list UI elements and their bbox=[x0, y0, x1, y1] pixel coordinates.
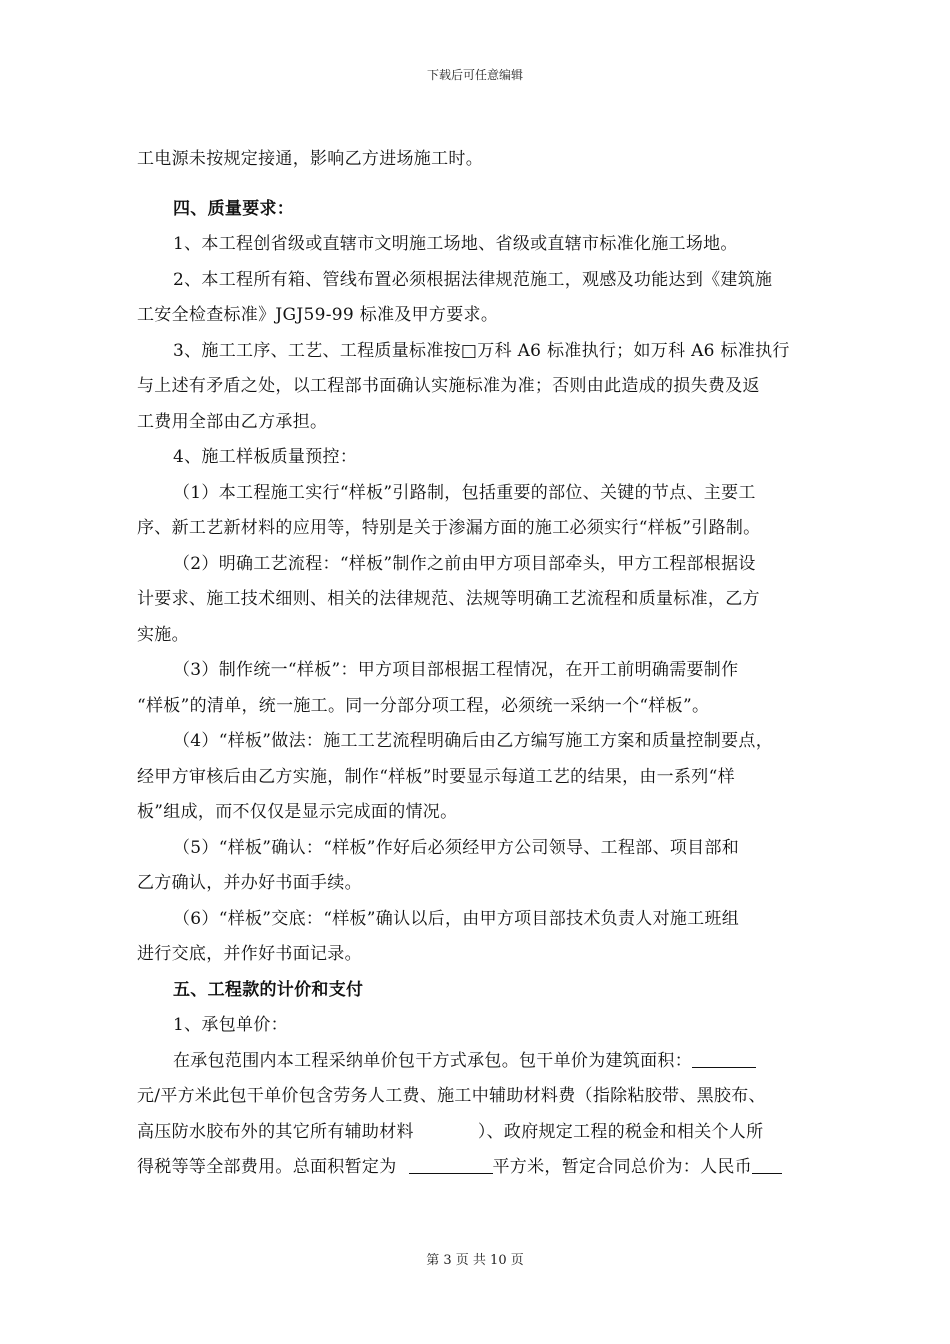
paragraph-line: 元/平方米此包干单价包含劳务人工费、施工中辅助材料费（指除粘胶带、黑胶布、 bbox=[137, 1086, 766, 1106]
paragraph-line: 4、施工样板质量预控： bbox=[173, 447, 358, 467]
paragraph-line: “样板”的清单，统一施工。同一分部分项工程，必须统一采纳一个“样板”。 bbox=[137, 695, 710, 716]
paragraph-line bbox=[137, 1150, 837, 1186]
paragraph-line: 工费用全部由乙方承担。 bbox=[137, 411, 328, 432]
paragraph-line: 经甲方审核后由乙方实施，制作“样板”时要显示每道工艺的结果，由一系列“样 bbox=[137, 766, 735, 787]
page-footer: 第 3 页 共 10 页 bbox=[426, 1253, 524, 1268]
paragraph-line: 工安全检查标准》JGJ59-99 标准及甲方要求。 bbox=[137, 305, 499, 325]
paragraph-line: 进行交底，并作好书面记录。 bbox=[137, 944, 362, 964]
line-text: 高压防水胶布外的其它所有辅助材料 bbox=[137, 1121, 414, 1142]
line-text: 得税等等全部费用。总面积暂定为 bbox=[137, 1157, 397, 1177]
paragraph-line: 与上述有矛盾之处，以工程部书面确认实施标准为准；否则由此造成的损失费及返 bbox=[137, 376, 760, 396]
section-heading-quality: 四、质量要求： bbox=[173, 198, 295, 219]
paragraph-line: 3、施工工序、工艺、工程质量标准按□万科 A6 标准执行；如万科 A6 标准执行 bbox=[173, 340, 790, 361]
paragraph-line: 工电源未按规定接通，影响乙方进场施工时。 bbox=[137, 149, 483, 169]
paragraph-line: 板”组成，而不仅仅是显示完成面的情况。 bbox=[137, 802, 458, 822]
paragraph-line: （4）“样板”做法：施工工艺流程明确后由乙方编写施工方案和质量控制要点， bbox=[173, 731, 773, 751]
paragraph-line: 1、本工程创省级或直辖市文明施工场地、省级或直辖市标准化施工场地。 bbox=[173, 234, 738, 254]
paragraph-line: 1、承包单价： bbox=[173, 1015, 288, 1035]
blank-total-price bbox=[752, 1155, 782, 1174]
paragraph-line: （1）本工程施工实行“样板”引路制，包括重要的部位、关键的节点、主要工 bbox=[173, 482, 756, 503]
paragraph-line: 乙方确认，并办好书面手续。 bbox=[137, 873, 362, 893]
paragraph-line bbox=[137, 1115, 837, 1151]
line-text: 平方米，暂定合同总价为：人民币 bbox=[492, 1157, 752, 1177]
line-text: ）、政府规定工程的税金和相关个人所 bbox=[477, 1121, 764, 1142]
paragraph-line: （2）明确工艺流程：“样板”制作之前由甲方项目部牵头，甲方工程部根据设 bbox=[173, 553, 756, 574]
paragraph-line: 2、本工程所有箱、管线布置必须根据法律规范施工，观感及功能达到《建筑施 bbox=[173, 269, 773, 290]
blank-unit-price bbox=[692, 1049, 756, 1068]
document-body bbox=[137, 142, 837, 1186]
paragraph-line: （6）“样板”交底：“样板”确认以后，由甲方项目部技术负责人对施工班组 bbox=[173, 908, 740, 929]
blank-total-area bbox=[409, 1155, 493, 1174]
paragraph-line: 序、新工艺新材料的应用等，特别是关于渗漏方面的施工必须实行“样板”引路制。 bbox=[137, 518, 761, 538]
line-text: 在承包范围内本工程采纳单价包干方式承包。包干单价为建筑面积： bbox=[173, 1050, 692, 1071]
paragraph-line bbox=[137, 1044, 837, 1080]
paragraph-line: 实施。 bbox=[137, 624, 189, 645]
paragraph-line: 计要求、施工技术细则、相关的法律规范、法规等明确工艺流程和质量标准，乙方 bbox=[137, 589, 760, 609]
page-header: 下载后可任意编辑 bbox=[426, 68, 523, 82]
paragraph-line: （3）制作统一“样板”：甲方项目部根据工程情况，在开工前明确需要制作 bbox=[173, 660, 739, 680]
section-heading-payment: 五、工程款的计价和支付 bbox=[173, 979, 364, 1000]
paragraph-line: （5）“样板”确认：“样板”作好后必须经甲方公司领导、工程部、项目部和 bbox=[173, 837, 740, 858]
